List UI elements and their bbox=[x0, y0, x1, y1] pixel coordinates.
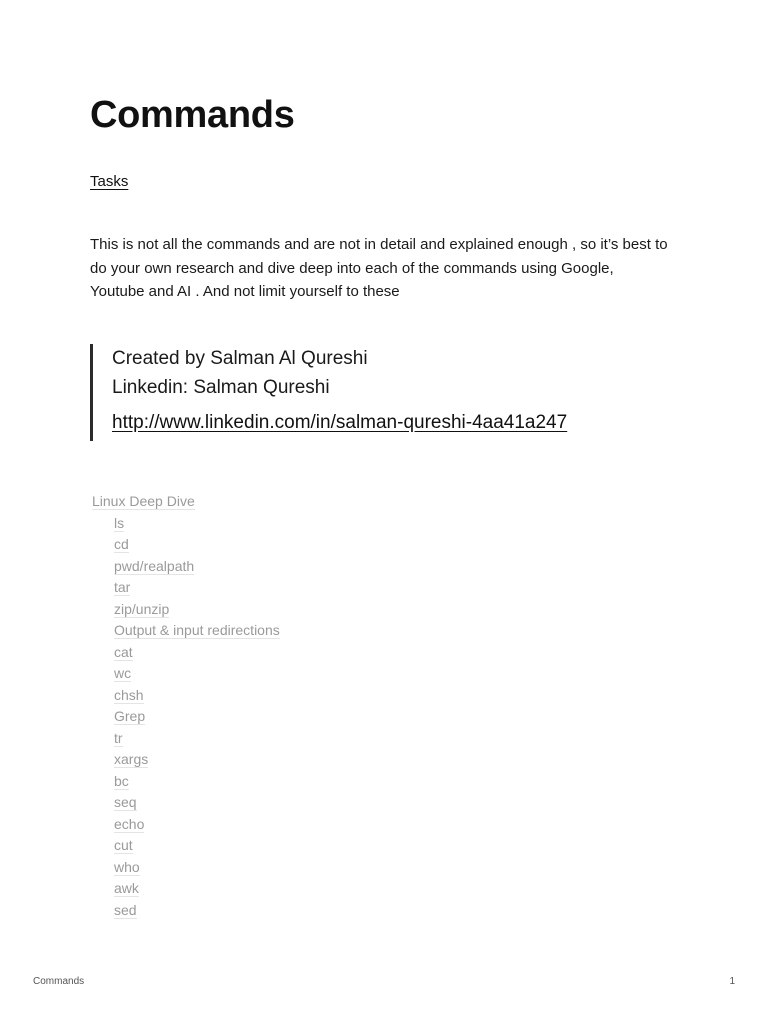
toc-link-echo[interactable]: echo bbox=[114, 815, 145, 832]
toc-link-cut[interactable]: cut bbox=[114, 837, 133, 853]
toc-root-item bbox=[92, 491, 280, 921]
toc-link-cat[interactable]: cat bbox=[114, 643, 133, 660]
toc-link-xargs[interactable]: xargs bbox=[114, 751, 149, 767]
toc-item bbox=[114, 749, 280, 771]
toc-link-grep[interactable]: Grep bbox=[114, 708, 146, 724]
toc-item bbox=[114, 642, 280, 664]
toc-item bbox=[114, 814, 280, 836]
toc-item bbox=[114, 620, 280, 642]
toc-link-redirections[interactable]: Output & input redirections bbox=[114, 622, 280, 638]
tasks-link[interactable]: Tasks bbox=[90, 173, 129, 190]
toc-item bbox=[114, 663, 280, 685]
toc-link-cd[interactable]: cd bbox=[114, 536, 129, 552]
toc-item bbox=[114, 728, 280, 750]
toc-link-tr[interactable]: tr bbox=[114, 729, 123, 746]
author-callout bbox=[90, 344, 690, 441]
linkedin-url-link[interactable]: http://www.linkedin.com/in/salman-qureshi-4aa41a247 bbox=[112, 412, 568, 433]
footer-document-title: Commands bbox=[33, 976, 85, 987]
created-by-text: Created by Salman Al Qureshi bbox=[112, 348, 368, 369]
toc-item bbox=[114, 771, 280, 793]
toc-link-tar[interactable]: tar bbox=[114, 579, 131, 595]
toc-item bbox=[114, 706, 280, 728]
toc-link-chsh[interactable]: chsh bbox=[114, 686, 144, 703]
toc-link-pwd-realpath[interactable]: pwd/realpath bbox=[114, 557, 195, 574]
toc-item bbox=[114, 835, 280, 857]
toc-item bbox=[114, 534, 280, 556]
toc-item bbox=[114, 513, 280, 535]
toc-children bbox=[92, 513, 280, 922]
toc-item bbox=[114, 577, 280, 599]
toc-link-linux-deep-dive[interactable]: Linux Deep Dive bbox=[92, 493, 195, 509]
table-of-contents bbox=[92, 491, 280, 921]
toc-item bbox=[114, 556, 280, 578]
toc-link-sed[interactable]: sed bbox=[114, 901, 137, 918]
footer-page-number: 1 bbox=[729, 976, 735, 987]
toc-link-zip-unzip[interactable]: zip/unzip bbox=[114, 600, 170, 617]
toc-link-seq[interactable]: seq bbox=[114, 794, 137, 810]
intro-paragraph: This is not all the commands and are not in detail and explained enough , so it’s best to do your own research and dive deep into each of the commands using Google, Youtube and AI . And not limit yourself to these bbox=[90, 236, 668, 300]
toc-item bbox=[114, 900, 280, 922]
toc-item bbox=[114, 878, 280, 900]
toc-link-wc[interactable]: wc bbox=[114, 665, 132, 681]
toc-link-awk[interactable]: awk bbox=[114, 880, 139, 896]
toc-link-who[interactable]: who bbox=[114, 858, 140, 875]
toc-link-bc[interactable]: bc bbox=[114, 772, 129, 789]
toc-link-ls[interactable]: ls bbox=[114, 514, 125, 531]
toc-item bbox=[114, 792, 280, 814]
toc-item bbox=[114, 857, 280, 879]
linkedin-text: Linkedin: Salman Qureshi bbox=[112, 377, 330, 398]
toc-item bbox=[114, 685, 280, 707]
page-title: Commands bbox=[90, 94, 295, 136]
toc-item bbox=[114, 599, 280, 621]
